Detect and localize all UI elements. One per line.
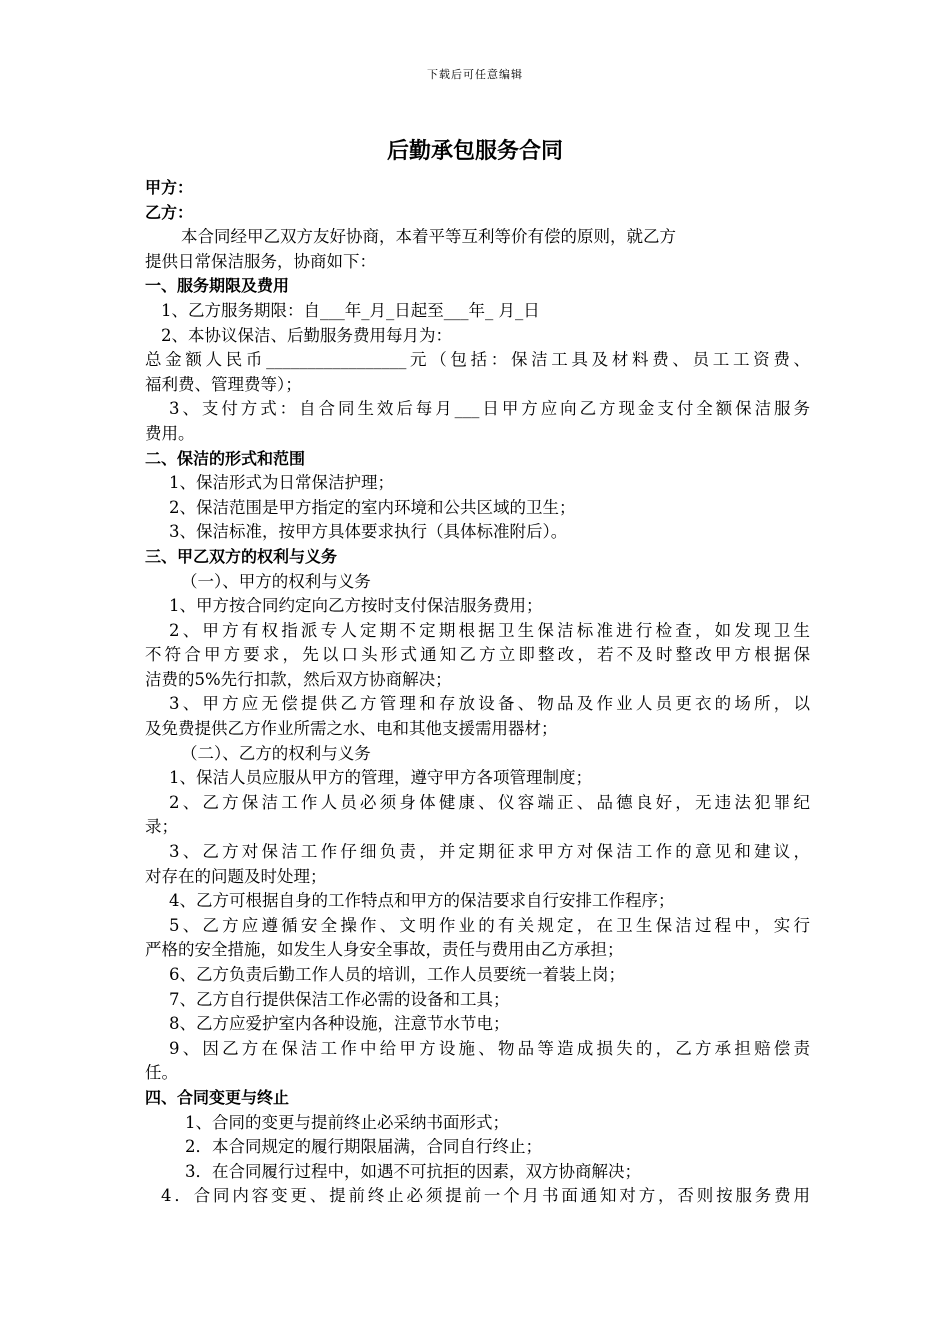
paragraph-line: 1、甲方按合同约定向乙方按时支付保洁服务费用； <box>169 596 543 616</box>
paragraph-line: 2、本协议保洁、后勤服务费用每月为： <box>161 325 452 345</box>
paragraph-line: 总金额人民币_________________元（包括：保洁工具及材料费、员工工资费、 <box>145 350 810 370</box>
paragraph-line: 9、因乙方在保洁工作中给甲方设施、物品等造成损失的，乙方承担赔偿责 <box>169 1038 810 1058</box>
paragraph-line: 8、乙方应爱护室内各种设施，注意节水节电； <box>169 1014 510 1034</box>
paragraph-line: 2、保洁范围是甲方指定的室内环境和公共区域的卫生； <box>169 497 576 517</box>
paragraph-line: 2、甲方有权指派专人定期不定期根据卫生保洁标准进行检查，如发现卫生 <box>169 620 810 640</box>
paragraph-line: （二）、乙方的权利与义务 <box>181 743 371 763</box>
paragraph-line: 不符合甲方要求，先以口头形式通知乙方立即整改，若不及时整改甲方根据保 <box>145 645 810 665</box>
paragraph-line: 3、支付方式：自合同生效后每月___日甲方应向乙方现金支付全额保洁服务 <box>169 399 810 419</box>
paragraph-line: 1、乙方服务期限：自___年_月_日起至___年_ 月_日 <box>161 300 540 320</box>
paragraph-line: 提供日常保洁服务，协商如下： <box>145 251 376 271</box>
section-heading: 甲方： <box>145 178 194 197</box>
paragraph-line: 2、乙方保洁工作人员必须身体健康、仪容端正、品德良好，无违法犯罪纪 <box>169 792 810 812</box>
paragraph-line: 5、乙方应遵循安全操作、文明作业的有关规定，在卫生保洁过程中，实行 <box>169 915 810 935</box>
paragraph-line: 对存在的问题及时处理； <box>145 866 327 886</box>
paragraph-line: 3、甲方应无偿提供乙方管理和存放设备、物品及作业人员更衣的场所，以 <box>169 694 810 714</box>
paragraph-line: 2．本合同规定的履行期限届满，合同自行终止； <box>185 1137 542 1157</box>
paragraph-line: 1、保洁形式为日常保洁护理； <box>169 473 394 493</box>
header-note: 下载后可任意编辑 <box>427 68 523 81</box>
section-heading: 三、甲乙双方的权利与义务 <box>145 546 338 566</box>
paragraph-line: 1、合同的变更与提前终止必采纳书面形式； <box>185 1112 509 1132</box>
paragraph-line: 福利费、管理费等）； <box>145 374 302 394</box>
paragraph-line: 1、保洁人员应服从甲方的管理，遵守甲方各项管理制度； <box>169 768 592 788</box>
paragraph-line: 及免费提供乙方作业所需之水、电和其他支援需用器材； <box>145 719 558 739</box>
paragraph-line: 7、乙方自行提供保洁工作必需的设备和工具； <box>169 989 510 1009</box>
paragraph-line: 本合同经甲乙双方友好协商，本着平等互利等价有偿的原则，就乙方 <box>181 227 676 247</box>
contract-title: 后勤承包服务合同 <box>386 139 563 164</box>
paragraph-line: 洁费的5%先行扣款，然后双方协商解决； <box>145 669 452 689</box>
section-heading: 二、保洁的形式和范围 <box>145 448 306 468</box>
paragraph-line: 费用。 <box>145 423 195 443</box>
paragraph-line: 3、保洁标准，按甲方具体要求执行（具体标准附后）。 <box>169 522 568 542</box>
paragraph-line: 4．合同内容变更、提前终止必须提前一个月书面通知对方，否则按服务费用 <box>161 1186 810 1206</box>
paragraph-line: 3．在合同履行过程中，如遇不可抗拒的因素，双方协商解决； <box>185 1161 641 1181</box>
paragraph-line: 6、乙方负责后勤工作人员的培训，工作人员要统一着装上岗； <box>169 965 625 984</box>
paragraph-line: （一）、甲方的权利与义务 <box>181 571 371 591</box>
paragraph-line: 3、乙方对保洁工作仔细负责，并定期征求甲方对保洁工作的意见和建议， <box>169 842 810 862</box>
section-heading: 乙方： <box>145 202 194 222</box>
section-heading: 一、服务期限及费用 <box>145 276 290 296</box>
section-heading: 四、合同变更与终止 <box>145 1087 290 1107</box>
paragraph-line: 严格的安全措施，如发生人身安全事故，责任与费用由乙方承担； <box>145 940 624 960</box>
contract-body <box>145 176 810 1209</box>
paragraph-line: 4、乙方可根据自身的工作特点和甲方的保洁要求自行安排工作程序； <box>169 891 675 911</box>
paragraph-line: 录； <box>145 817 178 837</box>
paragraph-line: 任。 <box>145 1063 178 1083</box>
